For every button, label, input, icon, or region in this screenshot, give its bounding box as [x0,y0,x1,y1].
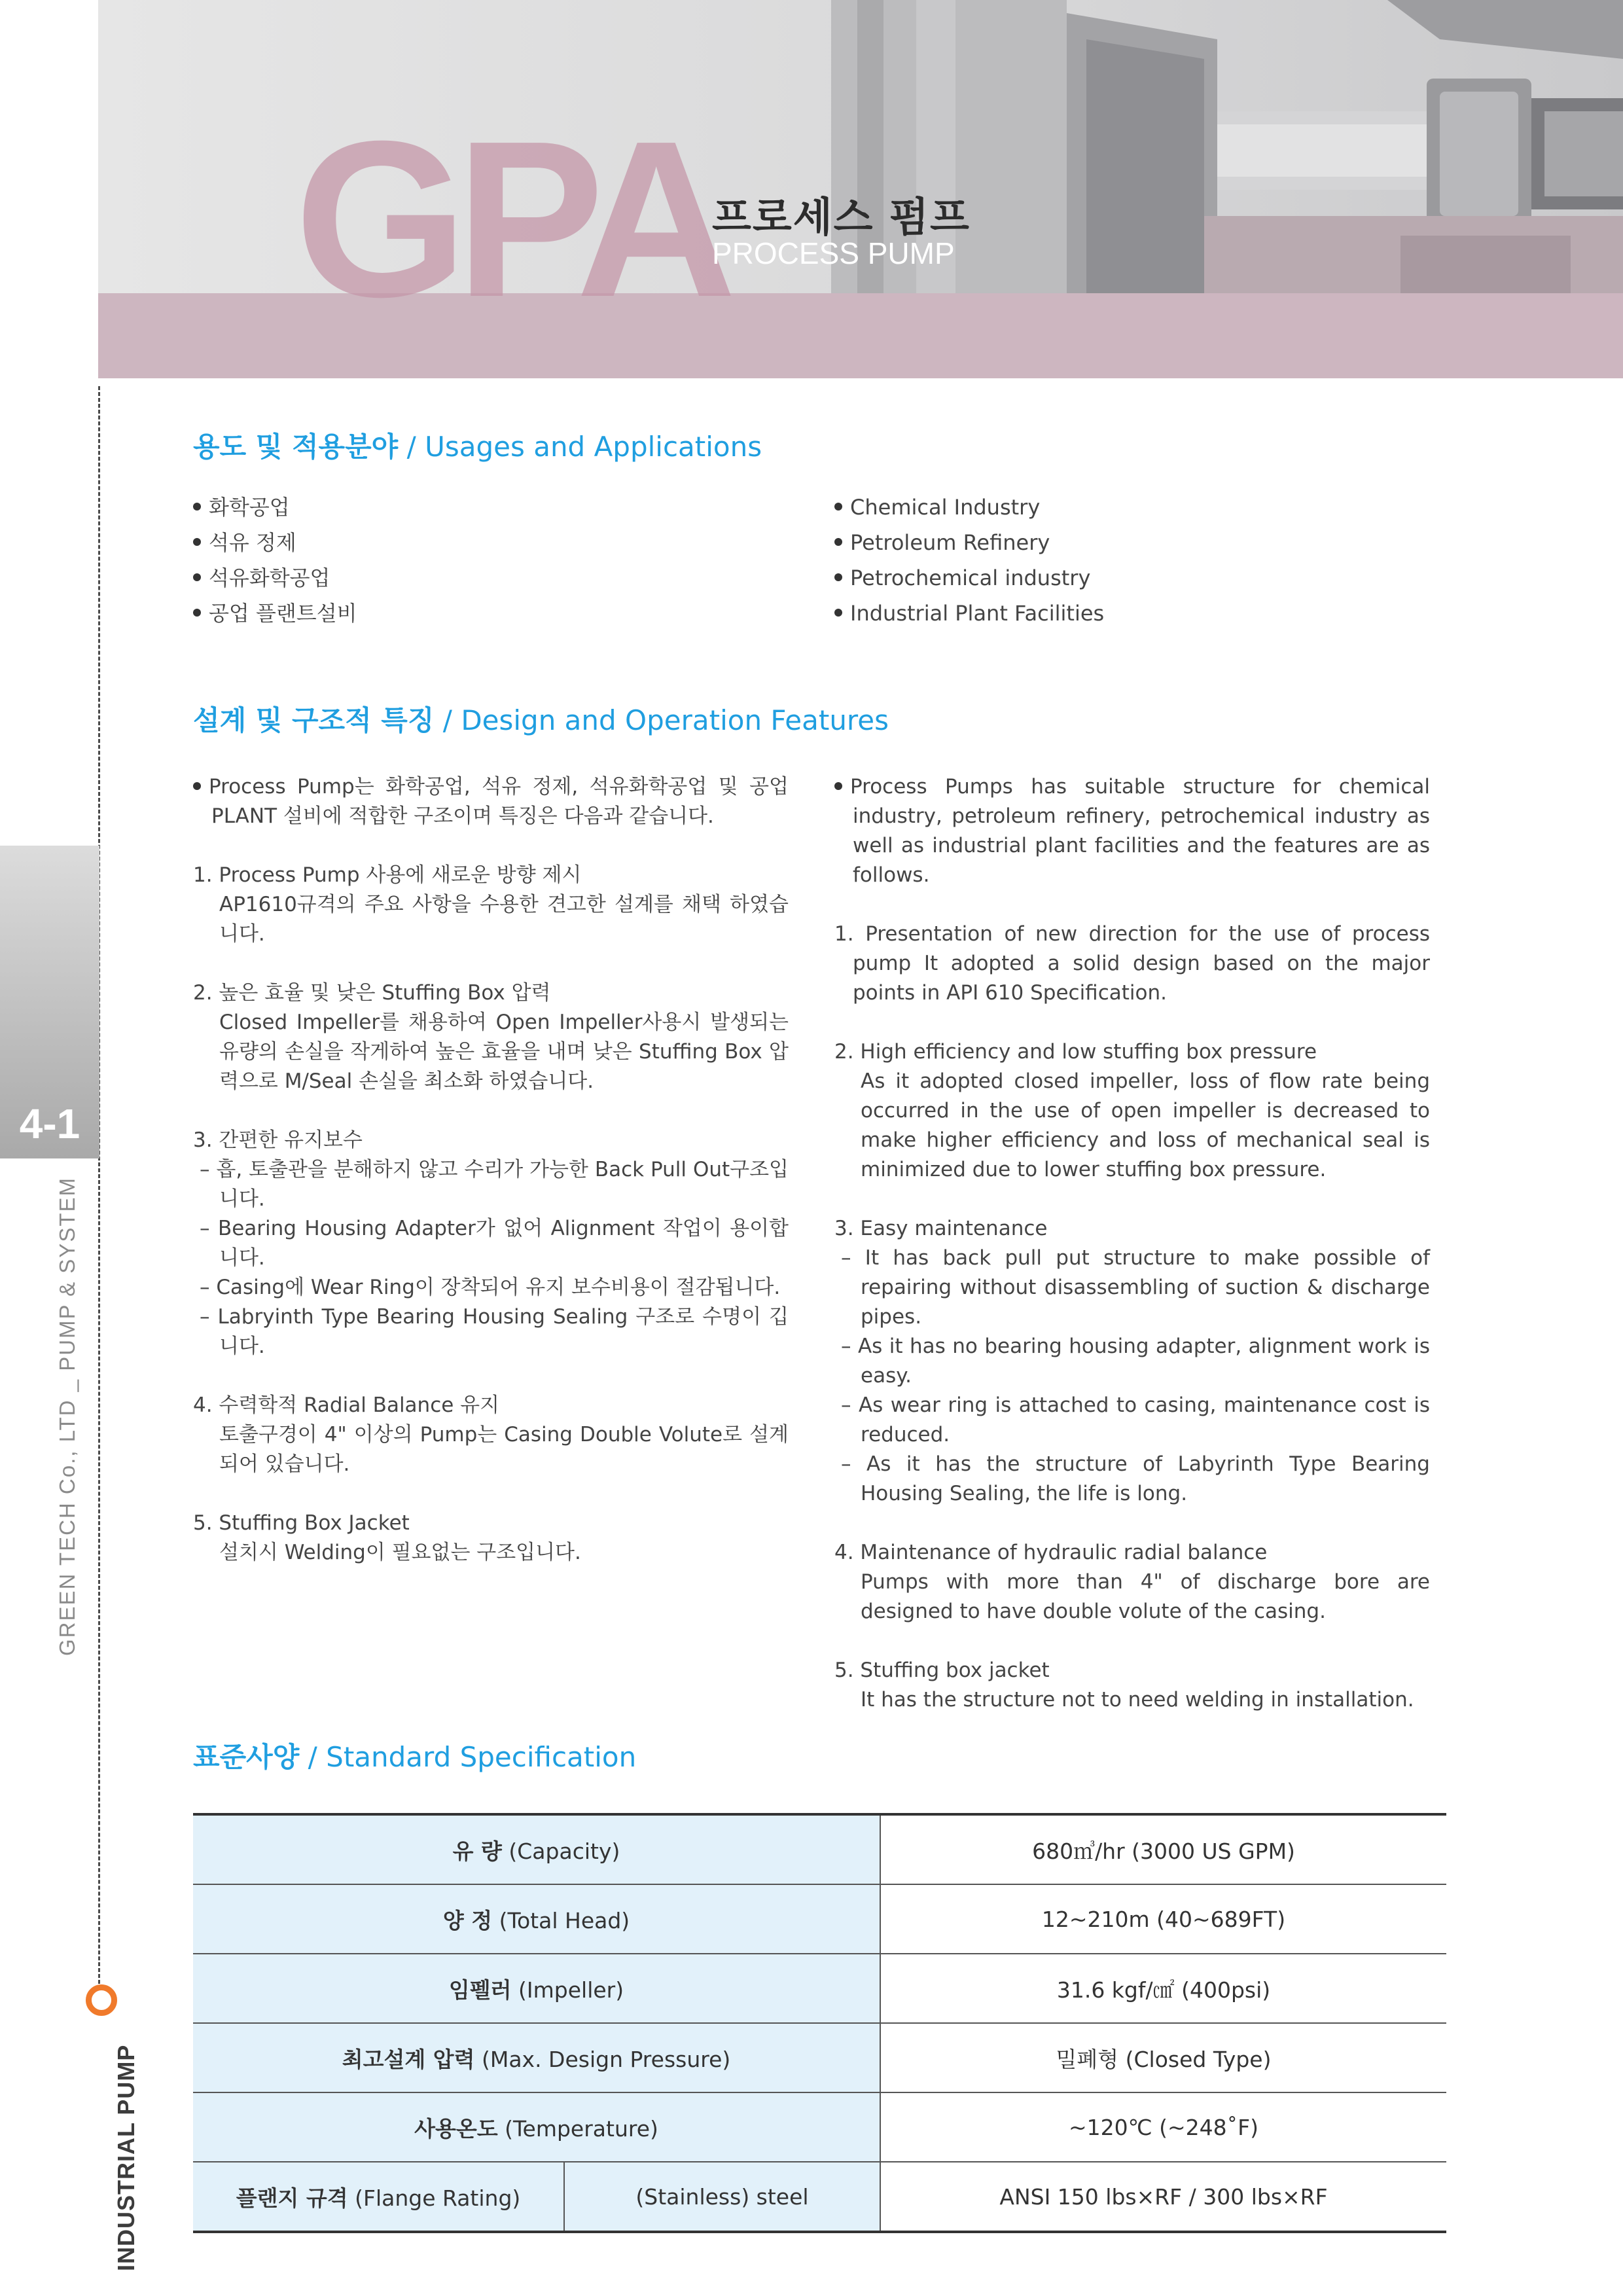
bullet-icon [834,503,842,511]
spec-value-cell: 31.6 kgf/㎠ (400psi) [880,1954,1446,2023]
design-section-title [193,699,889,738]
spec-title-korean: 표준사양 [193,1741,300,1773]
spec-value-cell: ANSI 150 lbs×RF / 300 lbs×RF [880,2162,1446,2232]
spec-label-english: (Capacity) [501,1838,620,1864]
feature-body: Pumps with more than 4" of discharge bore are designed to have double volute of the casing. [861,1570,1430,1623]
feature-item: – 흡, 토출관을 분해하지 않고 수리가 가능한 Back Pull Out구조입니다. [200,1158,789,1211]
page-title-korean: 프로세스 펌프 [712,193,971,241]
spec-label-korean: 유 량 [452,1838,502,1864]
spec-label-english: (Impeller) [511,1977,624,2003]
feature-item: – Labryinth Type Bearing Housing Sealing 구조로 수명이 깁니다. [200,1305,789,1358]
spec-label-english: (Temperature) [497,2115,658,2142]
bullet-icon [193,503,201,511]
page-title-english: PROCESS PUMP [712,236,955,270]
usage-item-text: 석유 정제 [209,530,296,555]
orange-circle-marker [86,1984,117,2016]
usages-title-separator: / [398,431,425,463]
feature-title: 2. High efficiency and low stuffing box pressure [834,1040,1317,1064]
spec-label-korean: 플랜지 규격 [236,2185,348,2211]
feature-intro-text: Process Pumps has suitable structure for chemical industry, petroleum refinery, petrochemical industry as well as industrial plant facilities and the features are as follows. [850,775,1430,887]
header-banner [98,0,1623,378]
feature-intro [834,772,1430,890]
bullet-icon [834,538,842,546]
feature-title: 4. 수력학적 Radial Balance 유지 [193,1393,500,1417]
feature-item: – Bearing Housing Adapter가 없어 Alignment 작업이 용이합니다. [200,1217,789,1270]
spec-title-english: Standard Specification [326,1741,637,1773]
bullet-icon [193,573,201,581]
spec-label-korean: 임펠러 [448,1977,512,2003]
feature-title: 3. Easy maintenance [834,1217,1048,1240]
bullet-icon [834,573,842,581]
design-title-english: Design and Operation Features [461,704,889,736]
table-row [193,1814,1446,1884]
spec-label-english: (Max. Design Pressure) [474,2046,731,2072]
list-item [834,596,1430,631]
usages-list-korean [193,490,789,631]
spec-value-cell: 12~210m (40~689FT) [880,1884,1446,1954]
design-features-english [834,772,1430,1715]
company-name-vertical: GREEN TECH Co., LTD _ PUMP & SYSTEM [55,1177,79,1656]
feature-body: As it adopted closed impeller, loss of flow rate being occurred in the use of open impeller is decreased to make higher efficiency and loss of mechanical seal is minimized due to lower stuffing box pressure. [861,1069,1430,1181]
bullet-icon [834,782,842,790]
side-dashed-line [98,386,100,1990]
feature-item: – As it has no bearing housing adapter, alignment work is easy. [841,1335,1430,1388]
spec-value-cell: 680㎥/hr (3000 US GPM) [880,1814,1446,1884]
list-item [193,560,789,596]
feature-item: – It has back pull put structure to make possible of repairing without disassembling of suction & discharge pipes. [841,1246,1430,1329]
usage-item-text: Petroleum Refinery [850,530,1050,555]
category-label-vertical: INDUSTRIAL PUMP [113,2044,139,2271]
spec-label-cell [193,2092,880,2162]
spec-title-separator: / [299,1741,327,1773]
feature-item: – As wear ring is attached to casing, maintenance cost is reduced. [841,1393,1430,1446]
usage-item-text: Chemical Industry [850,495,1041,520]
spec-label-cell [193,1954,880,2023]
usages-title-english: Usages and Applications [425,431,762,463]
usage-item-text: Petrochemical industry [850,565,1091,590]
bullet-icon [193,538,201,546]
feature-title: 5. Stuffing Box Jacket [193,1511,410,1535]
table-row [193,2023,1446,2092]
table-row [193,1954,1446,2023]
table-row [193,2162,1446,2232]
gpa-logo: GPA [294,95,725,344]
spec-section-title [193,1736,636,1775]
feature-title: 4. Maintenance of hydraulic radial balance [834,1541,1268,1564]
feature-body: It has the structure not to need welding in installation. [861,1688,1414,1712]
feature-body: Closed Impeller를 채용하여 Open Impeller사용시 발생되는 유량의 손실을 작게하여 높은 효율을 내며 낮은 Stuffing Box 압력으로 M/Seal 손실을 최소화 하였습니다. [219,1011,789,1093]
spec-label-korean: 사용온도 [414,2115,498,2142]
usages-list-english [834,490,1430,631]
feature-item: – As it has the structure of Labyrinth Type Bearing Housing Sealing, the life is long. [841,1452,1430,1505]
spec-label-english: (Flange Rating) [348,2185,521,2211]
usages-section-title [193,425,762,465]
chapter-number: 4-1 [19,1100,80,1147]
list-item [834,560,1430,596]
feature-body: AP1610규격의 주요 사항을 수용한 견고한 설계를 채택 하였습니다. [219,893,789,946]
bullet-icon [193,782,201,790]
design-title-korean: 설계 및 구조적 특징 [193,704,435,736]
usage-item-text: 화학공업 [209,495,290,520]
spec-label-english: (Total Head) [492,1907,630,1933]
spec-value-cell: 밀폐형 (Closed Type) [880,2023,1446,2092]
feature-title: 1. Process Pump 사용에 새로운 방향 제시 [193,863,582,887]
usage-item-text: 공업 플랜트설비 [209,601,357,626]
list-item [834,490,1430,525]
spec-label-korean: 최고설계 압력 [342,2046,475,2072]
feature-title: 2. 높은 효율 및 낮은 Stuffing Box 압력 [193,981,551,1005]
spec-label-korean: 양 정 [442,1907,493,1933]
feature-body: 토출구경이 4" 이상의 Pump는 Casing Double Volute로 설계되어 있습니다. [219,1423,789,1476]
bullet-icon [834,609,842,617]
table-row [193,1884,1446,1954]
spec-label-cell [193,1884,880,1954]
spec-label-cell [193,2023,880,2092]
feature-intro [193,772,789,831]
design-features-korean [193,772,789,1568]
usages-title-korean: 용도 및 적용분야 [193,431,399,463]
usage-item-text: Industrial Plant Facilities [850,601,1105,626]
spec-table [193,1813,1446,2233]
spec-label-cell [193,2162,564,2232]
feature-title: 3. 간편한 유지보수 [193,1128,363,1152]
feature-title: 5. Stuffing box jacket [834,1659,1050,1682]
spec-sublabel-cell: (Stainless) steel [564,2162,880,2232]
feature-intro-text: Process Pump는 화학공업, 석유 정제, 석유화학공업 및 공업 PLANT 설비에 적합한 구조이며 특징은 다음과 같습니다. [209,775,789,828]
feature-item: – Casing에 Wear Ring이 장착되어 유지 보수비용이 절감됩니다. [200,1276,781,1299]
spec-value-cell: ~120℃ (~248˚F) [880,2092,1446,2162]
feature-body: 설치시 Welding이 필요없는 구조입니다. [219,1541,581,1564]
design-title-separator: / [434,704,461,736]
list-item [193,490,789,525]
list-item [834,525,1430,560]
list-item [193,596,789,631]
list-item [193,525,789,560]
spec-label-cell [193,1814,880,1884]
bullet-icon [193,609,201,617]
table-row [193,2092,1446,2162]
feature-title: 1. Presentation of new direction for the use of process pump It adopted a solid design based on the major points in API 610 Specification. [834,922,1430,1005]
usage-item-text: 석유화학공업 [209,565,330,590]
